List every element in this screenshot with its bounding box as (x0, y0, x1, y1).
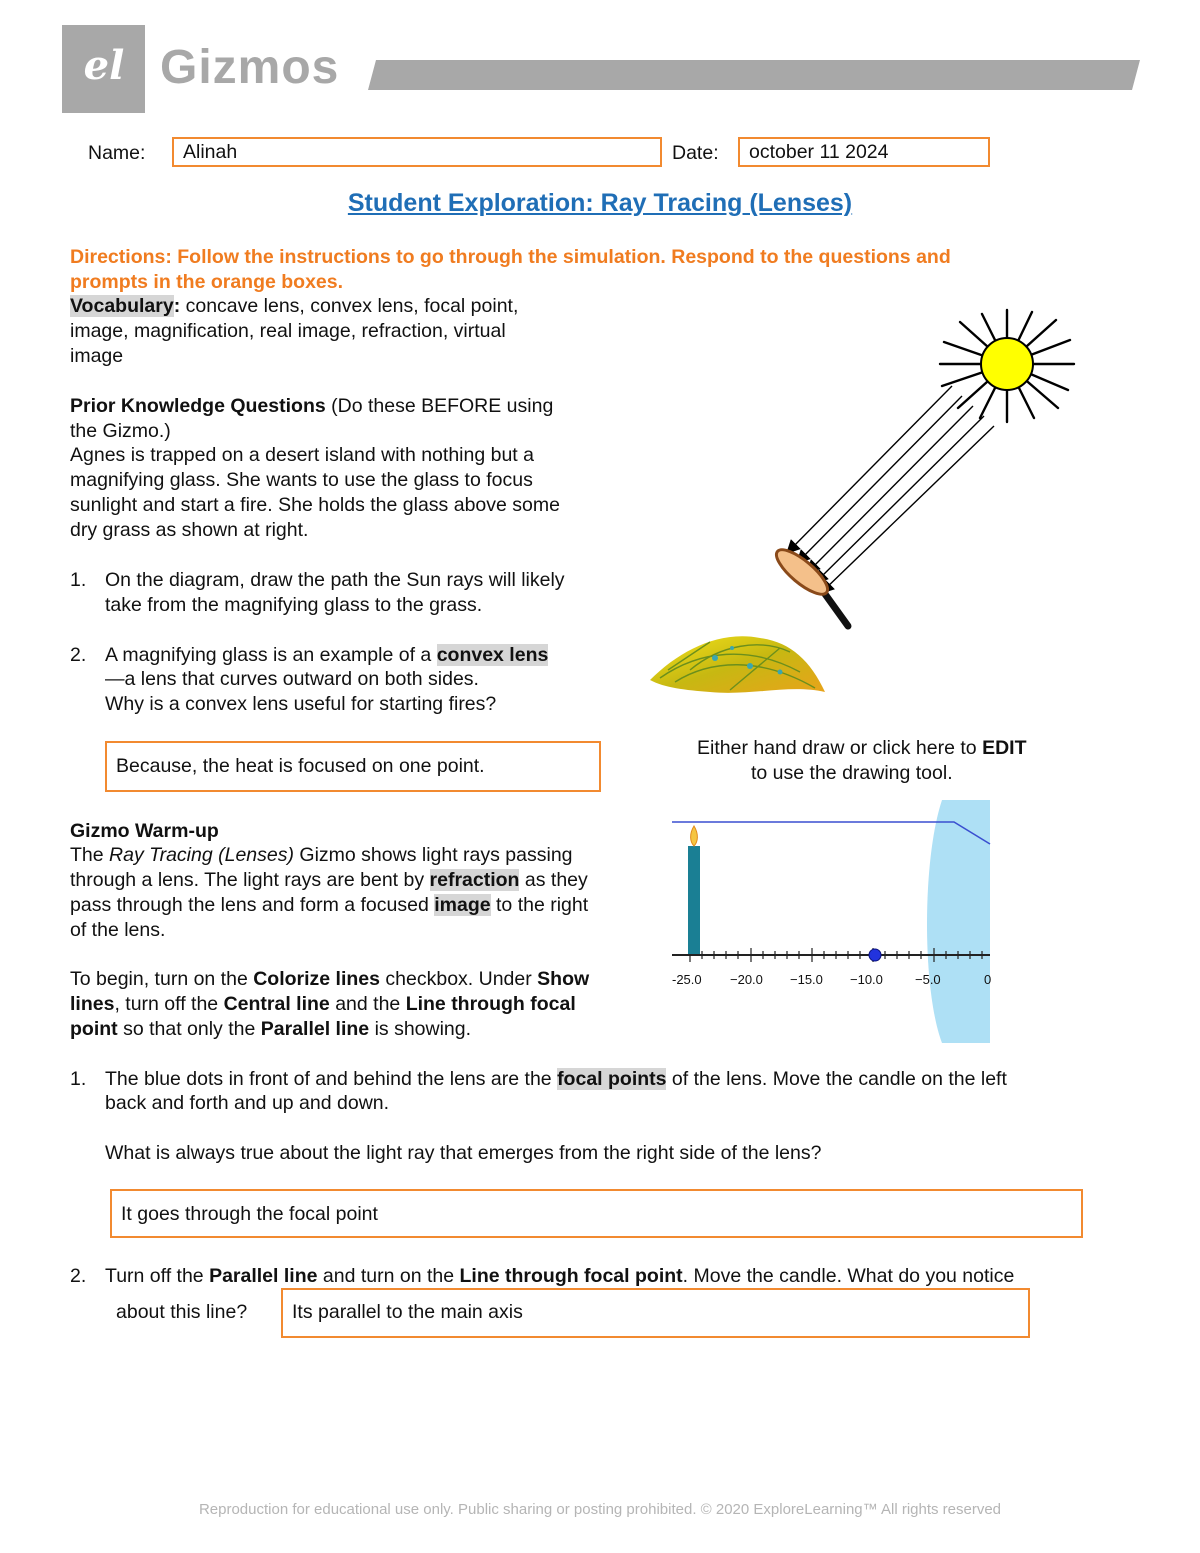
q2-answer: Its parallel to the main axis (292, 1301, 523, 1323)
prior-q2-line-1 (105, 643, 548, 668)
q2-number: 2. (70, 1265, 87, 1287)
q1-number: 1. (70, 1068, 87, 1090)
axis-tick-label: −10.0 (850, 972, 883, 987)
directions-line-1: Directions: Follow the instructions to go through the simulation. Respond to the questions and (70, 246, 951, 268)
warmup-text: and the (329, 993, 406, 1015)
image-term: image (434, 894, 491, 916)
vocabulary-colon: : (173, 295, 181, 317)
prior-line-2: the Gizmo.) (70, 420, 171, 442)
gizmo-screenshot (672, 800, 990, 1043)
prior-paragraph-2: magnifying glass. She wants to use the glass to focus (70, 469, 533, 491)
warmup-line-4: of the lens. (70, 919, 166, 941)
prior-q2-text: A magnifying glass is an example of a (105, 644, 437, 666)
line-through-focal-term: Line through focal (405, 993, 576, 1015)
drawing-note-line-1[interactable] (697, 736, 1026, 761)
drawing-note-text: Either hand draw or click here to (697, 737, 983, 759)
q2-line-1 (105, 1264, 1014, 1289)
warmup-text: to the right (490, 894, 589, 916)
page-title: Student Exploration: Ray Tracing (Lenses) (347, 189, 853, 217)
name-value: Alinah (183, 141, 238, 163)
q1-text: The blue dots in front of and behind the lens are the (105, 1068, 558, 1090)
gizmo-name: Ray Tracing (Lenses) (109, 844, 294, 866)
q2-text: . Move the candle. What do you notice (682, 1265, 1015, 1287)
sun-icon (940, 310, 1074, 422)
convex-lens-term: convex lens (436, 644, 549, 666)
parallel-line-term: Parallel line (209, 1265, 318, 1287)
parallel-line-term: Parallel line (260, 1018, 370, 1040)
prior-paragraph-3: sunlight and start a fire. She holds the glass above some (70, 494, 560, 516)
point-term: point (70, 1018, 118, 1040)
q2-answer-box[interactable] (281, 1288, 1030, 1338)
warmup-text: so that only the (117, 1018, 261, 1040)
brand-name: Gizmos (160, 41, 340, 94)
vocabulary-terms: concave lens, convex lens, focal point, (180, 295, 519, 317)
prior-q1-line-1: On the diagram, draw the path the Sun rays will likely (105, 569, 565, 591)
name-field[interactable] (172, 137, 662, 167)
prior-q2-line-3: Why is a convex lens useful for starting fires? (105, 693, 497, 715)
warmup-begin-line-1 (70, 967, 589, 992)
footer-copyright: Reproduction for educational use only. Public sharing or posting prohibited. © 2020 ExploreLearning™ All rights reserved (198, 1501, 1002, 1518)
edit-link[interactable]: EDIT (982, 737, 1027, 759)
warmup-line-2 (70, 868, 588, 893)
prior-q2-line-2: —a lens that curves outward on both sides. (105, 668, 479, 690)
candle-icon (688, 826, 700, 954)
warmup-text: The (70, 844, 110, 866)
warmup-line-1 (70, 843, 573, 868)
gizmo-canvas (672, 800, 990, 1043)
prior-q2-answer-box[interactable] (105, 741, 601, 792)
prior-q2-answer: Because, the heat is focused on one point. (116, 755, 485, 777)
warmup-text: To begin, turn on the (70, 968, 254, 990)
q2-text: and turn on the (317, 1265, 460, 1287)
magnifying-glass-icon (770, 543, 848, 626)
axis-tick-label: -25.0 (672, 972, 702, 987)
date-value: october 11 2024 (749, 141, 889, 163)
q1-line-2: back and forth and up and down. (105, 1092, 390, 1114)
q2-line-2: about this line? (116, 1301, 248, 1323)
warmup-text: Gizmo shows light rays passing (294, 844, 573, 866)
warmup-text: is showing. (369, 1018, 472, 1040)
vocabulary-line-2: image, magnification, real image, refraction, virtual (70, 320, 506, 342)
warmup-begin-line-3 (70, 1017, 471, 1042)
warmup-text: pass through the lens and form a focused (70, 894, 435, 916)
prior-heading-line (70, 394, 553, 419)
name-label: Name: (88, 142, 146, 164)
logo-mark: el (83, 42, 125, 89)
show-term: Show (537, 968, 590, 990)
vocabulary-label: Vocabulary (70, 295, 174, 317)
axis-tick-label: −15.0 (790, 972, 823, 987)
prior-paragraph-4: dry grass as shown at right. (70, 519, 309, 541)
line-through-focal-point-term: Line through focal point (459, 1265, 683, 1287)
prior-heading: Prior Knowledge Questions (70, 395, 326, 417)
prior-heading-rest: (Do these BEFORE using (325, 395, 554, 417)
focal-points-term: focal points (557, 1068, 667, 1090)
date-label: Date: (672, 142, 719, 164)
sun-magnifier-illustration[interactable] (640, 300, 1090, 720)
axis-tick-label: −5.0 (915, 972, 941, 987)
central-line-term: Central line (223, 993, 330, 1015)
colorize-lines-term: Colorize lines (253, 968, 380, 990)
date-field[interactable] (738, 137, 990, 167)
warmup-text: checkbox. Under (380, 968, 538, 990)
q2-text: Turn off the (105, 1265, 210, 1287)
warmup-text: , turn off the (114, 993, 224, 1015)
q1-answer: It goes through the focal point (121, 1203, 378, 1225)
q1-line-3: What is always true about the light ray that emerges from the right side of the lens? (105, 1142, 822, 1164)
refraction-term: refraction (429, 869, 520, 891)
dry-grass-image (650, 636, 825, 693)
q1-text: of the lens. Move the candle on the left (666, 1068, 1007, 1090)
prior-q1-line-2: take from the magnifying glass to the grass. (105, 594, 483, 616)
header-bar (368, 60, 1140, 90)
prior-paragraph-1: Agnes is trapped on a desert island with nothing but a (70, 444, 534, 466)
warmup-text: through a lens. The light rays are bent by (70, 869, 430, 891)
lens-shape (927, 800, 990, 1043)
q1-answer-box[interactable] (110, 1189, 1083, 1238)
directions-line-2: prompts in the orange boxes. (70, 271, 344, 293)
drawing-note-line-2: to use the drawing tool. (751, 762, 953, 784)
prior-q1-number: 1. (70, 569, 87, 591)
warmup-line-3 (70, 893, 588, 918)
vocabulary-line-1 (70, 294, 518, 319)
vocabulary-line-3: image (70, 345, 124, 367)
warmup-heading: Gizmo Warm-up (70, 820, 219, 842)
q1-line-1 (105, 1067, 1007, 1092)
warmup-text: as they (519, 869, 588, 891)
sun-rays (788, 386, 994, 592)
axis-tick-label: −20.0 (730, 972, 763, 987)
prior-q2-number: 2. (70, 644, 87, 666)
lines-term: lines (70, 993, 115, 1015)
warmup-begin-line-2 (70, 992, 576, 1017)
axis-tick-label: 0 (984, 972, 992, 987)
focal-point-dot (869, 949, 881, 961)
